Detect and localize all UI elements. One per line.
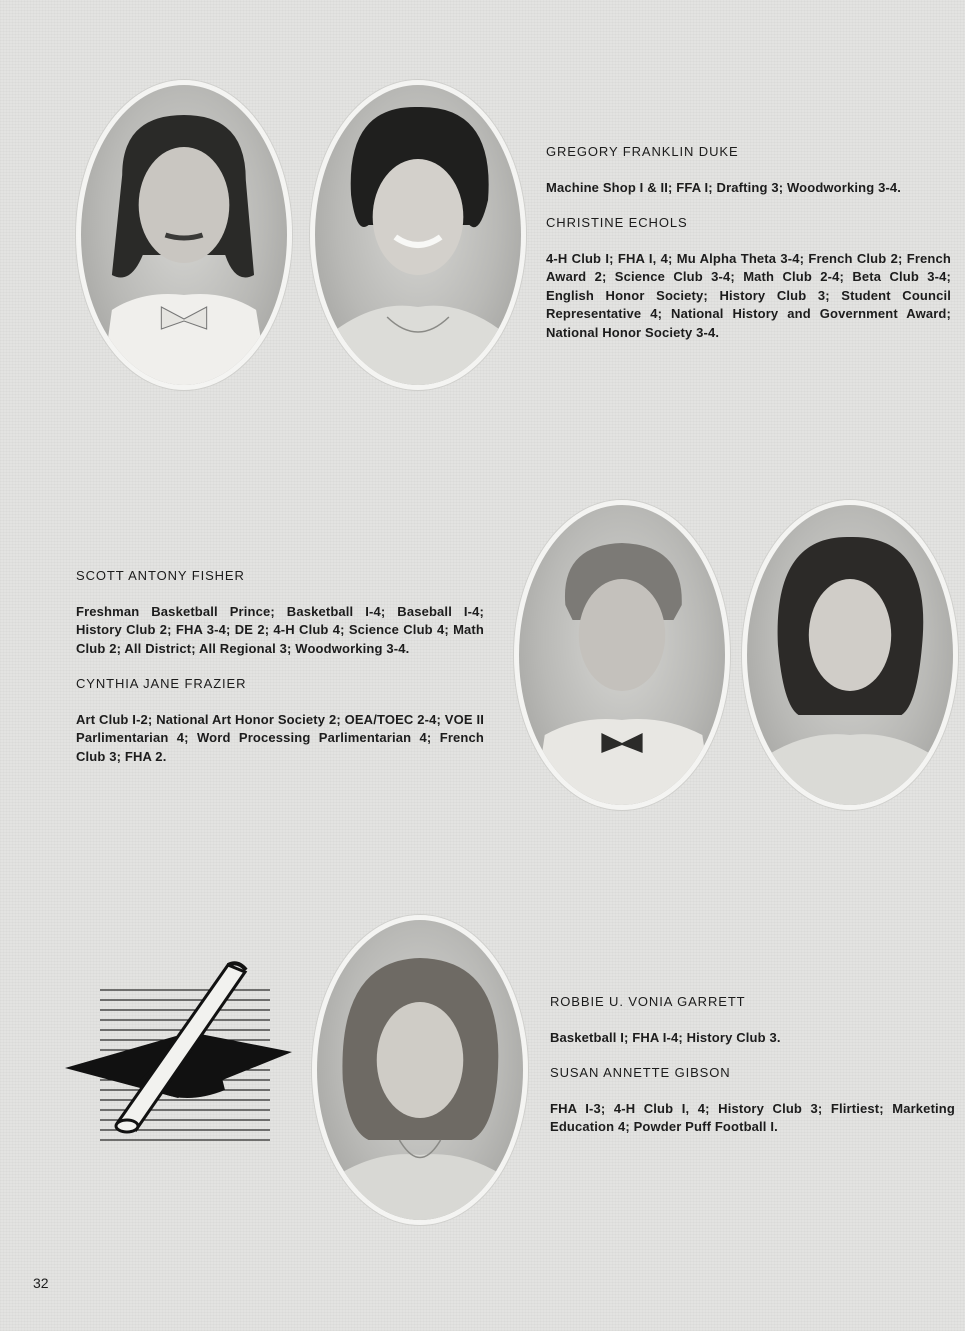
bio-block-garrett-gibson <box>550 993 955 1154</box>
portrait-scott-fisher <box>514 500 730 810</box>
portrait-cynthia-frazier <box>742 500 958 810</box>
student-activities: Freshman Basketball Prince; Basketball I-4; Baseball I-4; History Club 2; FHA 3-4; DE 2; 4-H Club 4; Science Club 4; Math Club 2; All District; All Regional 3; Woodworking 3-4. <box>76 603 484 656</box>
student-activities: Art Club I-2; National Art Honor Society 2; OEA/TOEC 2-4; VOE II Parlimentarian 4; Word Processing Parlimentarian 4; French Club 3; FHA 2. <box>76 711 484 764</box>
student-activities: FHA I-3; 4-H Club I, 4; History Club 3; Flirtiest; Marketing Education 4; Powder Puff Football I. <box>550 1100 955 1134</box>
student-activities: Machine Shop I & II; FFA I; Drafting 3; Woodworking 3-4. <box>546 179 902 195</box>
portrait-gregory-duke <box>76 80 292 390</box>
portrait-susan-gibson <box>312 915 528 1225</box>
student-activities: 4-H Club I; FHA I, 4; Mu Alpha Theta 3-4; French Club 2; French Award 2; Science Club 3-4; Math Club 2-4; Beta Club 3-4; English Honor Society; History Club 3; Student Council Representative 4; National History and Government Award; National Honor Society 3-4. <box>546 250 951 340</box>
student-activities: Basketball I; FHA I-4; History Club 3. <box>550 1029 781 1045</box>
page-number: 32 <box>33 1275 49 1291</box>
graduation-cap-and-diploma-icon <box>60 960 300 1150</box>
student-name: SCOTT ANTONY FISHER <box>76 568 245 583</box>
student-name: CHRISTINE ECHOLS <box>546 215 688 230</box>
student-name: ROBBIE U. VONIA GARRETT <box>550 994 746 1009</box>
student-name: SUSAN ANNETTE GIBSON <box>550 1065 731 1080</box>
portrait-christine-echols <box>310 80 526 390</box>
student-name: GREGORY FRANKLIN DUKE <box>546 144 739 159</box>
student-name: CYNTHIA JANE FRAZIER <box>76 676 247 691</box>
bio-block-duke-echols <box>546 143 951 359</box>
bio-block-fisher-frazier <box>76 567 484 783</box>
